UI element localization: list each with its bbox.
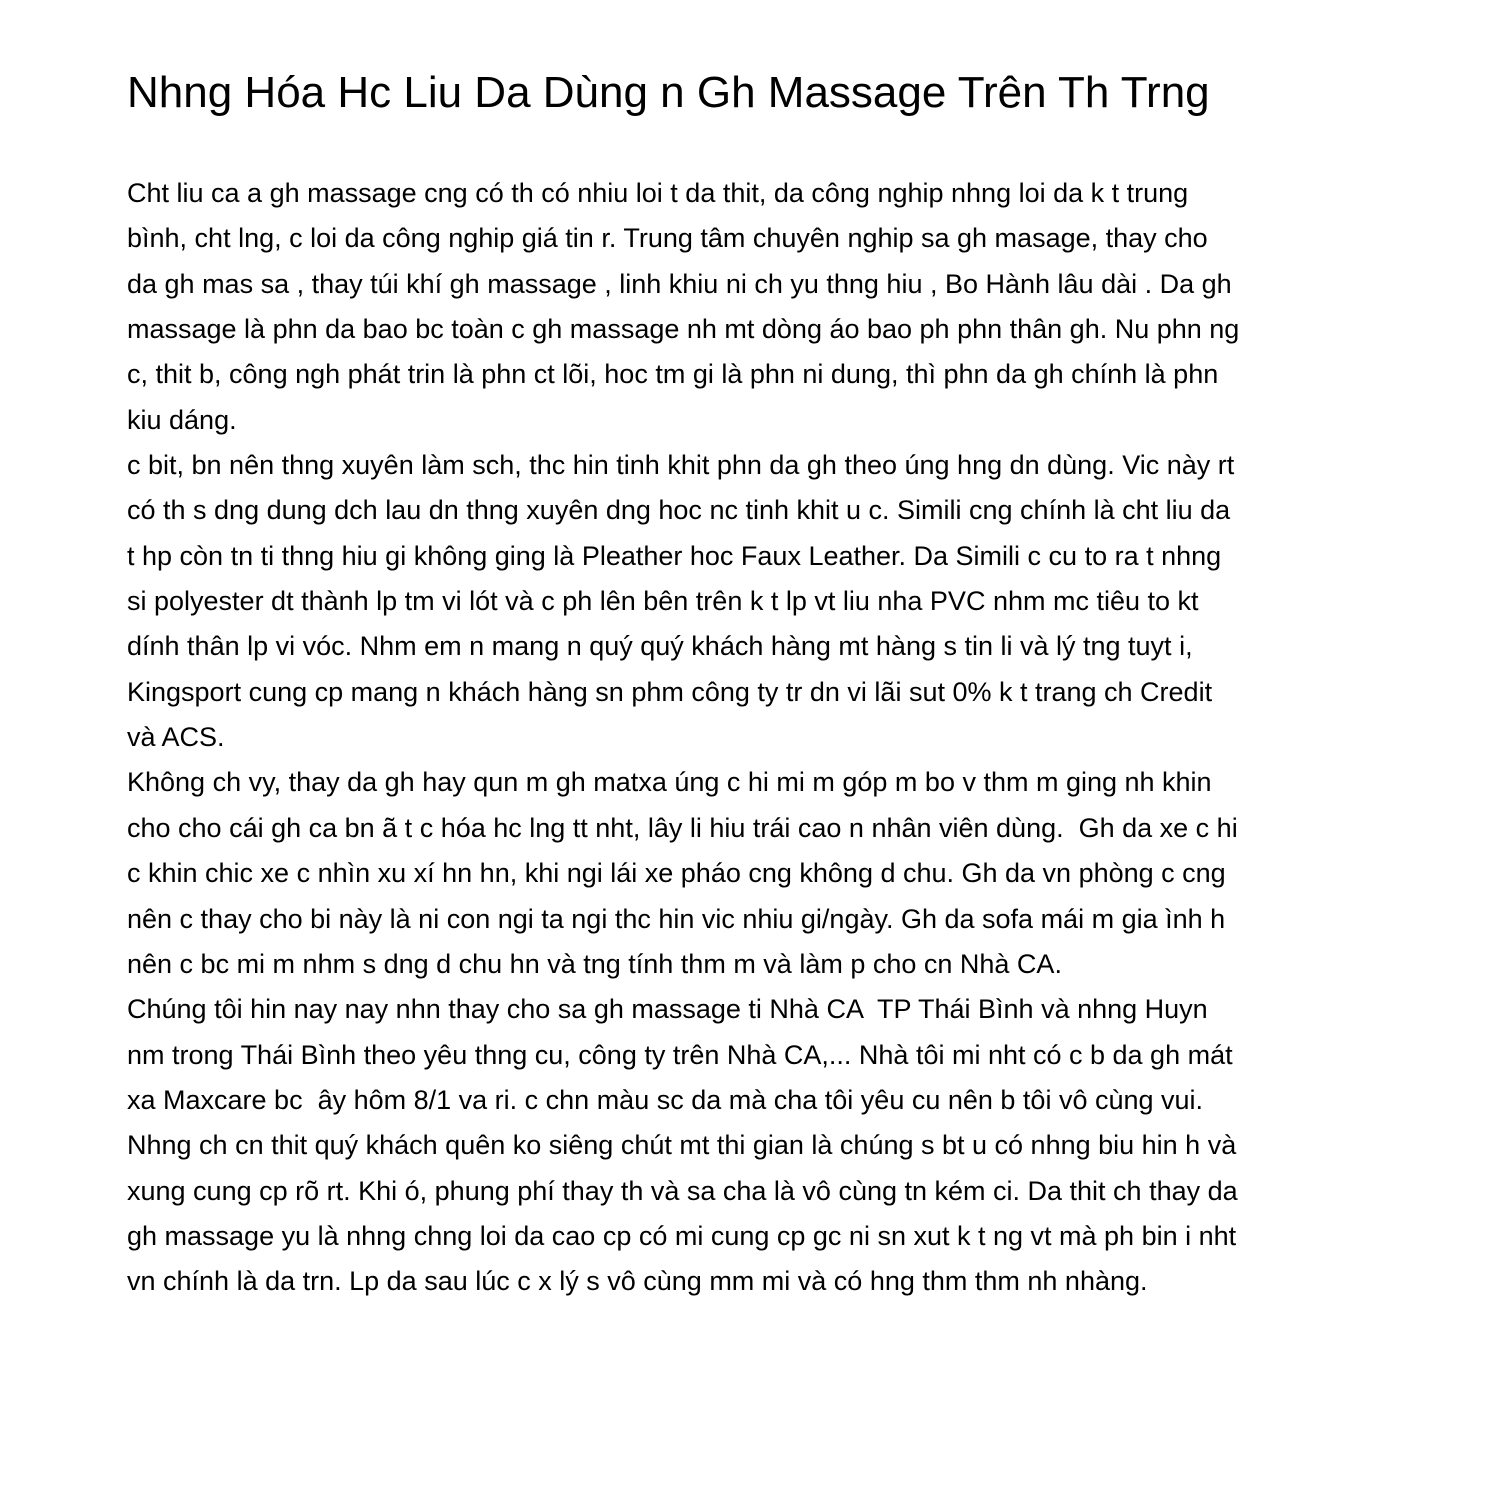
paragraph	[127, 760, 1239, 987]
text-line: xung cung cp rõ rt. Khi ó, phung phí thay th và sa cha là vô cùng tn kém ci. Da thit ch thay da	[127, 1175, 1238, 1206]
text-line: vn chính là da trn. Lp da sau lúc c x lý s vô cùng mm mi và có hng thm thm nh nhàng.	[127, 1266, 1148, 1297]
text-line: c, thit b, công ngh phát trin là phn ct lõi, hoc tm gi là phn ni dung, thì phn da gh chính là phn	[127, 359, 1219, 390]
text-line: t hp còn tn ti thng hiu gi không ging là Pleather hoc Faux Leather. Da Simili c cu to ra t nhng	[127, 540, 1222, 571]
text-line: cho cho cái gh ca bn ã t c hóa hc lng tt nht, lây li hiu trái cao n nhân viên dùng. Gh da xe c hi	[127, 812, 1238, 843]
text-line: và ACS.	[127, 722, 225, 753]
text-line: Cht liu ca a gh massage cng có th có nhiu loi t da thit, da công nghip nhng loi da k t trung	[127, 178, 1189, 208]
text-line: c khin chic xe c nhìn xu xí hn hn, khi ngi lái xe pháo cng không d chu. Gh da vn phòng c cng	[127, 858, 1226, 889]
text-line: có th s dng dung dch lau dn thng xuyên dng hoc nc tinh khit u c. Simili cng chính là cht liu da	[127, 495, 1231, 526]
text-line: xa Maxcare bc ây hôm 8/1 va ri. c chn màu sc da mà cha tôi yêu cu nên b tôi vô cùng vui.	[127, 1084, 1204, 1115]
text-line: gh massage yu là nhng chng loi da cao cp có mi cung cp gc ni sn xut k t ng vt mà ph bin i nht	[127, 1220, 1237, 1251]
text-line: massage là phn da bao bc toàn c gh massage nh mt dòng áo bao ph phn thân gh. Nu phn ng	[127, 314, 1240, 345]
text-line: si polyester dt thành lp tm vi lót và c ph lên bên trên k t lp vt liu nha PVC nhm mc tiêu to kt	[127, 586, 1199, 617]
text-line: kiu dáng.	[127, 404, 237, 435]
text-line: nên c thay cho bi này là ni con ngi ta ngi thc hin vic nhiu gi/ngày. Gh da sofa mái m gia ình h	[127, 903, 1226, 934]
text-line: nm trong Thái Bình theo yêu thng cu, công ty trên Nhà CA,... Nhà tôi mi nht có c b da gh mát	[127, 1039, 1233, 1070]
text-line: Nhng ch cn thit quý khách quên ko siêng chút mt thi gian là chúng s bt u có nhng biu hin h và	[127, 1130, 1237, 1161]
paragraph	[127, 443, 1239, 760]
text-line: dính thân lp vi vóc. Nhm em n mang n quý quý khách hàng mt hàng s tin li và lý tng tuyt i,	[127, 631, 1193, 662]
text-line: c bit, bn nên thng xuyên làm sch, thc hin tinh khit phn da gh theo úng hng dn dùng. Vic này rt	[127, 450, 1235, 481]
document-title: Nhng Hóa Hc Liu Da Dùng n Gh Massage Trên Th Trng	[127, 68, 1210, 117]
paragraph	[127, 987, 1239, 1304]
text-line: bình, cht lng, c loi da công nghip giá tin r. Trung tâm chuyên nghip sa gh masage, thay cho	[127, 223, 1208, 254]
paragraph	[127, 171, 1239, 443]
text-line: Không ch vy, thay da gh hay qun m gh matxa úng c hi mi m góp m bo v thm m ging nh khin	[127, 767, 1212, 798]
text-line: Kingsport cung cp mang n khách hàng sn phm công ty tr dn vi lãi sut 0% k t trang ch Credit	[127, 676, 1213, 707]
document-body	[127, 171, 1239, 1305]
text-line: Chúng tôi hin nay nay nhn thay cho sa gh massage ti Nhà CA TP Thái Bình và nhng Huyn	[127, 994, 1208, 1025]
text-line: nên c bc mi m nhm s dng d chu hn và tng tính thm m và làm p cho cn Nhà CA.	[127, 948, 1062, 979]
text-line: da gh mas sa , thay túi khí gh massage , linh khiu ni ch yu thng hiu , Bo Hành lâu dài . Da gh	[127, 268, 1232, 299]
